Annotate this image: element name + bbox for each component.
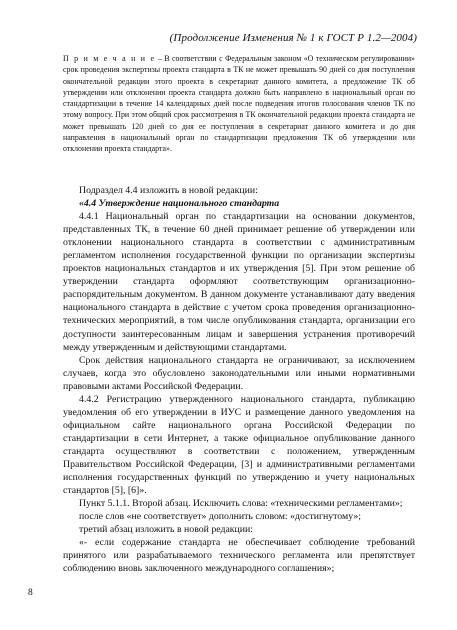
page-number: 8 [28, 588, 33, 598]
paragraph: 4.4.2 Регистрацию утвержденного национального стандарта, публикацию уведомления об его утверждении в ИУС и размещение данного уведомления на официальном сайте национального органа Российской Федерации по стандартизации в сети Интернет, а также официальное опубликование данного стандарта осуществляют в соответствии с положением, утвержденным Правительством Российской Федерации, [3] и административными регламентами исполнения государственных функций по утверждению и учету национальных стандартов [5], [6]». [63, 393, 415, 497]
paragraph: Срок действия национального стандарта не ограничивают, за исключением случаев, когда это обусловлено законодательными или иными нормативными правовыми актами Российской Федерации. [63, 354, 415, 392]
paragraph: 4.4.1 Национальный орган по стандартизации на основании документов, представленных ТК, в течение 60 дней принимает решение об утверждении или отклонении национального стандарта в соответствии с административным регламентом исполнения государственной функции по организации экспертизы проектов национальных стандартов и их утверждения [5]. При этом решение об утверждении стандарта оформляют соответствующим организационно-распорядительным документом. В данном документе устанавливают дату введения национального стандарта в действие с учетом срока проведения организационно-технических мероприятий, в том числе опубликования стандарта, организации его доступности заинтересованным лицам и завершения устранения противоречий между утвержденным и действующими стандартами. [63, 211, 415, 353]
note-block [63, 53, 415, 154]
section-heading: «4.4 Утверждение национального стандарта [79, 198, 280, 210]
main-text [63, 184, 415, 575]
running-header: (Продолжение Изменения № 1 к ГОСТ Р 1.2—2004) [169, 32, 417, 44]
paragraph: Пункт 5.1.1. Второй абзац. Исключить слова: «техническими регламентами»; [79, 498, 403, 510]
paragraph: третий абзац изложить в новой редакции: [79, 524, 253, 536]
note-label: П р и м е ч а н и е [63, 54, 156, 63]
paragraph: Подраздел 4.4 изложить в новой редакции: [79, 185, 258, 196]
note-text: – В соответствии с Федеральным законом «О техническом регулировании» срок проведения экспертизы проекта стандарта в ТК не может превышать 90 дней со дня поступления окончательной редакции этого проекта в секретариат данного комитета, а предложение ТК об утверждении или отклонении проекта стандарта должно быть направлено в национальный орган по стандартизации в течение 14 календарных дней после подведения итогов голосования членов ТК по этому вопросу. При этом общий срок рассмотрения в ТК окончательной редакции проекта стандарта не может превышать 120 дней со дня ее поступления в секретариат данного комитета и до дня направления в национальный орган по стандартизации предложения ТК об утверждении или отклонении проекта стандарта». [63, 54, 415, 153]
paragraph: «- если содержание стандарта не обеспечивает соблюдение требований принятого или разрабатываемого технического регламента или препятствует соблюдению вновь заключенного международного соглашения»; [63, 537, 415, 575]
paragraph: после слов «не соответствует» дополнить словом: «достигнутому»; [79, 511, 361, 523]
